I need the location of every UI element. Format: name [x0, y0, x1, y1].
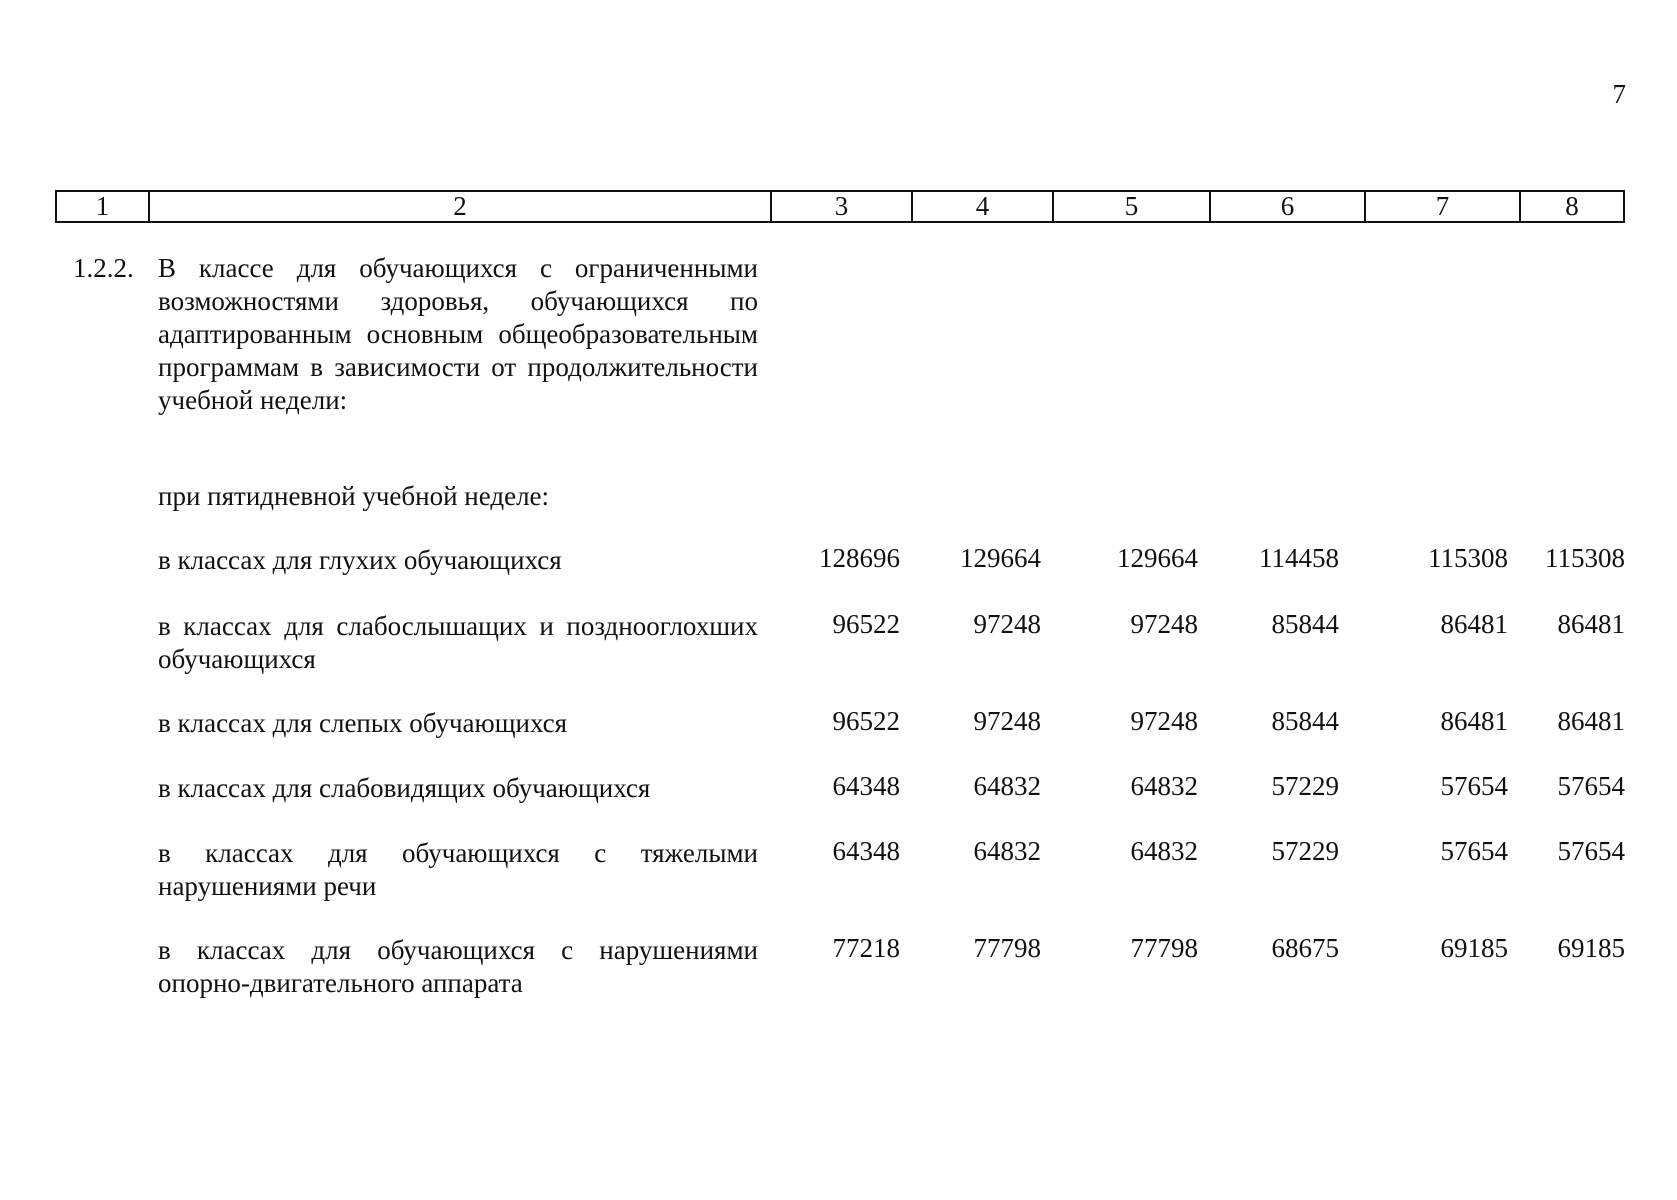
cell-col-8: 57654	[1557, 771, 1625, 801]
cell-col-8: 57654	[1557, 836, 1625, 866]
cell-col-8: 69185	[1557, 933, 1625, 963]
cell-col-6: 85844	[1271, 706, 1339, 736]
header-cell-3: 3	[772, 192, 913, 221]
cell-col-6: 114458	[1259, 543, 1339, 573]
row-label: в классах для обучающихся с тяжелыми нарушениями речи	[158, 838, 758, 901]
cell-col-5: 64832	[1130, 836, 1198, 866]
page-number: 7	[1612, 79, 1626, 109]
cell-col-3: 77218	[832, 933, 900, 963]
row-label: в классах для слепых обучающихся	[158, 708, 568, 738]
section-number: 1.2.2.	[73, 253, 134, 283]
header-cell-4: 4	[913, 192, 1054, 221]
section-title: В классе для обучающихся с ограниченными возможностями здоровья, обучающихся по адаптированным основным общеобразовательным программам в зависимости от продолжительности учебной недели:	[158, 253, 758, 415]
cell-col-6: 68675	[1271, 933, 1339, 963]
cell-col-4: 77798	[973, 933, 1041, 963]
cell-col-4: 64832	[973, 771, 1041, 801]
column-number-header	[55, 190, 1625, 223]
cell-col-5: 64832	[1130, 771, 1198, 801]
cell-col-5: 129664	[1117, 543, 1198, 573]
header-cell-5: 5	[1054, 192, 1211, 221]
cell-col-7: 115308	[1428, 543, 1508, 573]
section-subheading: при пятидневной учебной неделе:	[158, 481, 550, 511]
header-cell-2: 2	[150, 192, 772, 221]
cell-col-4: 129664	[960, 543, 1041, 573]
cell-col-6: 85844	[1271, 609, 1339, 639]
cell-col-7: 69185	[1440, 933, 1508, 963]
cell-col-8: 115308	[1545, 543, 1625, 573]
header-cell-1: 1	[57, 192, 150, 221]
cell-col-4: 97248	[973, 706, 1041, 736]
cell-col-7: 86481	[1440, 706, 1508, 736]
cell-col-8: 86481	[1557, 706, 1625, 736]
cell-col-7: 86481	[1440, 609, 1508, 639]
cell-col-6: 57229	[1271, 836, 1339, 866]
cell-col-3: 96522	[832, 609, 900, 639]
header-cell-7: 7	[1366, 192, 1521, 221]
row-label: в классах для слабовидящих обучающихся	[158, 773, 651, 803]
cell-col-6: 57229	[1271, 771, 1339, 801]
header-cell-8: 8	[1565, 191, 1579, 221]
cell-col-3: 64348	[832, 771, 900, 801]
cell-col-4: 97248	[973, 609, 1041, 639]
cell-col-3: 96522	[832, 706, 900, 736]
cell-col-3: 64348	[832, 836, 900, 866]
cell-col-7: 57654	[1440, 836, 1508, 866]
cell-col-7: 57654	[1440, 771, 1508, 801]
row-label: в классах для обучающихся с нарушениями опорно-двигательного аппарата	[158, 935, 758, 998]
cell-col-4: 64832	[973, 836, 1041, 866]
row-label: в классах для слабослышащих и позднооглохших обучающихся	[158, 611, 758, 674]
cell-col-5: 97248	[1130, 609, 1198, 639]
row-label: в классах для глухих обучающихся	[158, 545, 562, 575]
header-cell-6: 6	[1211, 192, 1366, 221]
cell-col-8: 86481	[1557, 609, 1625, 639]
cell-col-5: 77798	[1130, 933, 1198, 963]
cell-col-5: 97248	[1130, 706, 1198, 736]
cell-col-3: 128696	[819, 543, 900, 573]
